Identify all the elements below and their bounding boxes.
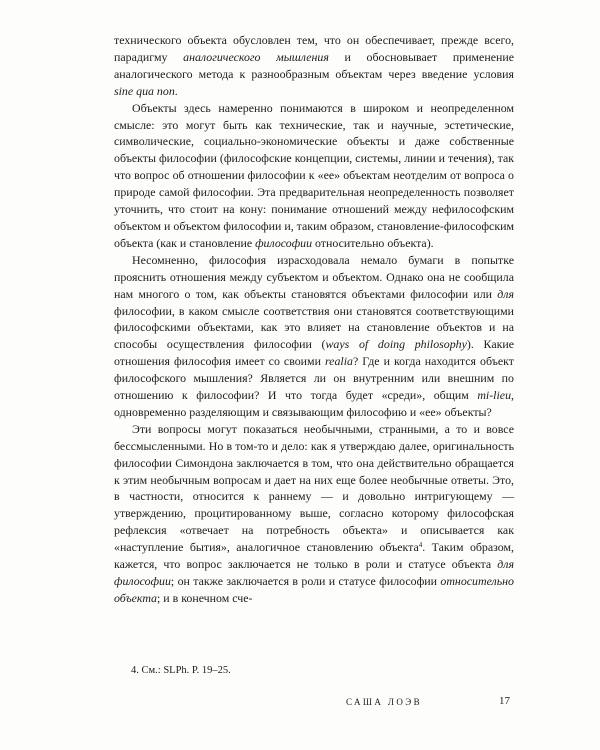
footnote: 4. См.: SLPh. P. 19–25. [131, 665, 231, 676]
italic-text: realia [324, 354, 353, 369]
footnote-ref: 4 [418, 541, 423, 550]
text-run: Объекты здесь намеренно понимаются в широком и неопределенном смысле: это могут быть как технические, так и научные, эстетические, символические, социально-экономические объекты и даже собственные объекты философии (философские концепции, системы, линии и течения), так что вопрос об отношении философии к «ее» объектам неотделим от вопроса о природе самой философии. Эта предварительная неопределенность позволяет уточнить, что стоит на кону: понимание отношений между нефилософским объектом и объектом философии и, таким образом, становление-философским объекта (как и становление [114, 100, 514, 250]
italic-text: для философии [114, 557, 514, 588]
text-run: , одновременно разделяющим и связывающим философию и «ее» объекты? [114, 388, 514, 419]
text-run: ; он также заключается в роли и статусе философии [170, 574, 441, 588]
page-number: 17 [499, 695, 510, 707]
text-run: Эти вопросы могут показаться необычными, странными, а то и вовсе бессмысленными. Но в том-то и дело: как я утверждаю далее, оригинальность философии Симондона заключается в том, что она действительно обращается к этим необычным вопросам и дает на них еще более необычные ответы. Это, в частности, относится к раннему — и довольно интригующему — утверждению, процитированному выше, согласно которому философская рефлексия «отвечает на потребность объекта» и описывается как «наступление бытия», аналогичное становлению объекта [114, 421, 514, 555]
italic-text: ways of doing philosophy [325, 337, 467, 352]
text-run: и обосновывает применение аналогического метода к разнообразным объектам через введение условия [114, 49, 514, 81]
text-run: . Таким образом, кажется, что вопрос заключается не только в роли и статусе объекта [114, 540, 515, 572]
italic-text: философии [255, 235, 313, 250]
text-run: технического объекта обусловлен тем, что он обеспечивает, прежде всего, парадигму [114, 33, 514, 64]
italic-text: относительно объекта [114, 574, 514, 605]
paragraph [114, 100, 514, 252]
text-run: Несомненно, философия израсходовала немало бумаги в попытке прояснить отношения между субъектом и объектом. Однако она не сообщила нам многого о том, как объекты становятся объектами философии или [114, 252, 514, 301]
italic-text: sine qua non [114, 83, 175, 98]
paragraph [114, 32, 514, 100]
italic-text: для [497, 286, 514, 301]
text-run: ; и в конечном сче- [157, 590, 253, 605]
text-run: ). Какие отношения философия имеет со своими [114, 337, 515, 369]
italic-text: аналогического мышления [183, 49, 329, 64]
main-text [114, 32, 514, 607]
running-footer-author: САША ЛОЭВ [346, 697, 423, 707]
text-run: . [174, 83, 178, 98]
text-run: философии, в каком смысле соответствия они становятся соответствующими философскими объектами, как это влияет на становление объектов и на способы осуществления философии ( [114, 303, 514, 352]
paragraph [114, 421, 514, 607]
text-run: относительно объекта). [312, 235, 434, 250]
paragraph [114, 252, 514, 421]
text-run: ? Где и когда находится объект философского мышления? Является ли он внутренним или внешним по отношению к философии? И что тогда будет «среди», общим [114, 354, 514, 403]
italic-text: mi-lieu [477, 388, 512, 403]
